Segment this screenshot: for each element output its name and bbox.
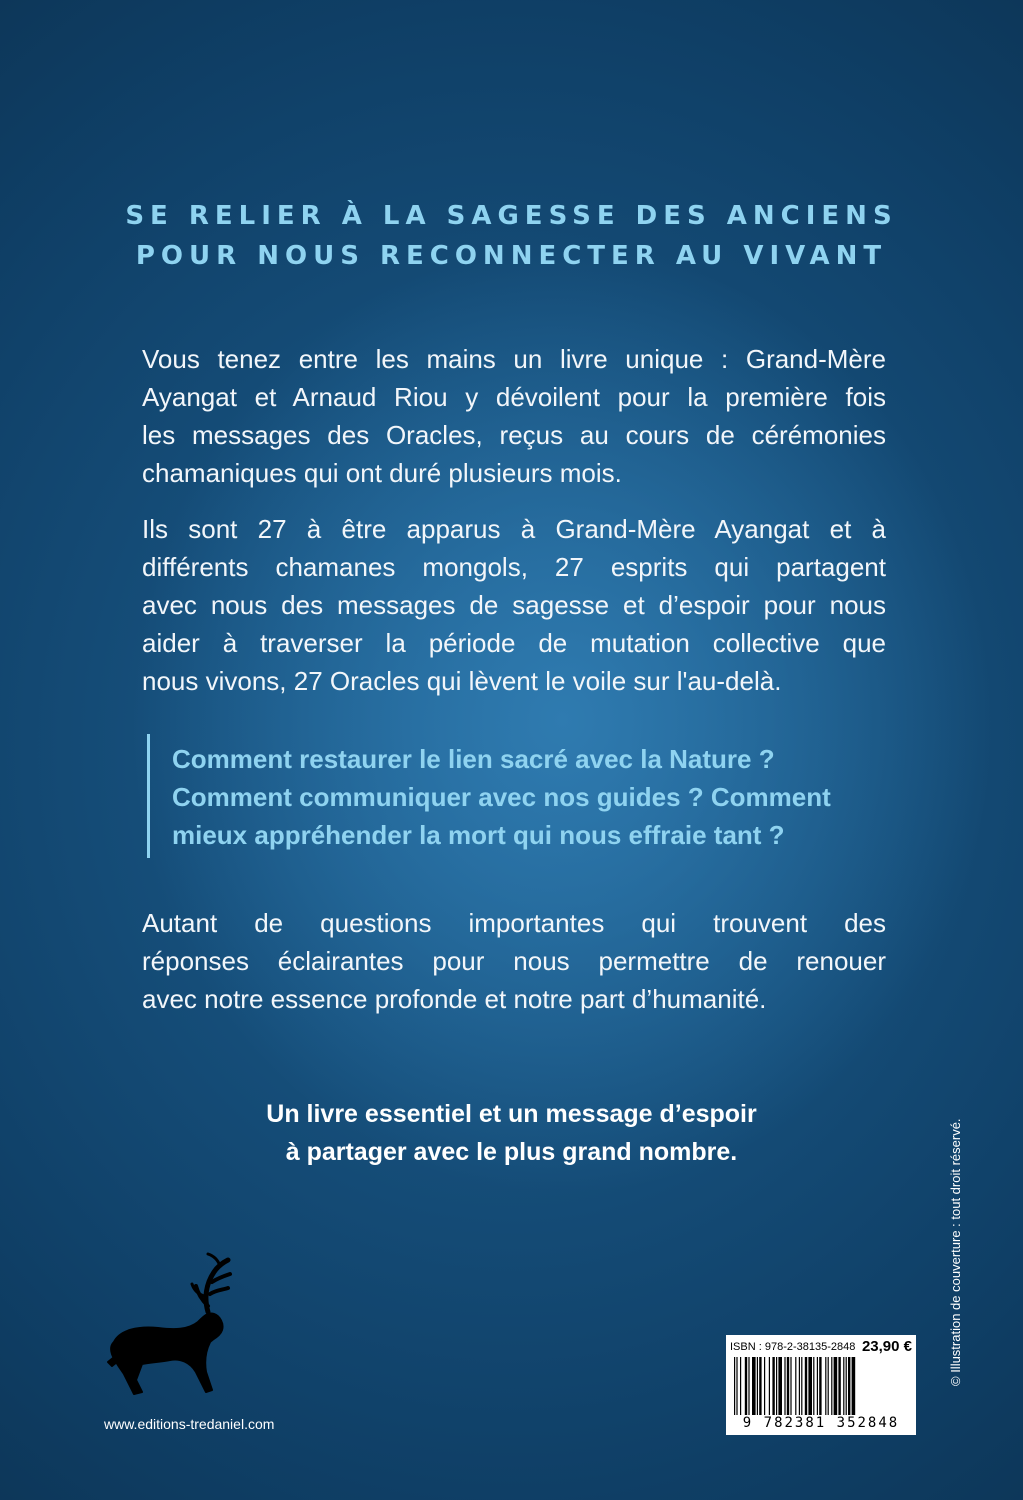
headline-line-1: SE RELIER À LA SAGESSE DES ANCIENS bbox=[125, 201, 898, 231]
intro-line: Vous tenez entre les mains un livre unique : Grand-Mère bbox=[142, 344, 886, 374]
barcode-bar bbox=[848, 1357, 850, 1415]
publisher-website: www.editions-tredaniel.com bbox=[104, 1416, 275, 1432]
barcode-bar bbox=[784, 1357, 785, 1415]
barcode-bar bbox=[799, 1357, 800, 1415]
barcode-bar bbox=[843, 1357, 844, 1415]
headline bbox=[0, 196, 1023, 276]
quote-line: Comment communiquer avec nos guides ? Comment bbox=[172, 782, 831, 812]
questions-quote bbox=[172, 740, 872, 854]
intro-line: les messages des Oracles, reçus au cours de cérémonies bbox=[142, 420, 886, 450]
barcode-bar bbox=[805, 1357, 807, 1415]
barcode-bar bbox=[801, 1357, 802, 1415]
barcode-bar bbox=[790, 1357, 791, 1415]
intro-line: Ayangat et Arnaud Riou y dévoilent pour la première fois bbox=[142, 382, 886, 412]
cover-credit-text: © Illustration de couverture : tout droit réservé. bbox=[948, 1118, 963, 1386]
answers-line: Autant de questions importantes qui trouvent des bbox=[142, 908, 886, 938]
barcode-bar bbox=[757, 1357, 758, 1415]
barcode-bar bbox=[748, 1357, 749, 1415]
barcode-bar bbox=[769, 1357, 770, 1415]
answers-line: réponses éclairantes pour nous permettre de renouer bbox=[142, 946, 886, 976]
barcode-bar bbox=[745, 1357, 747, 1415]
isbn-row bbox=[730, 1338, 914, 1356]
barcode-bar bbox=[852, 1357, 856, 1415]
headline-line-2: POUR NOUS RECONNECTER AU VIVANT bbox=[135, 241, 888, 271]
barcode-bar bbox=[813, 1357, 814, 1415]
intro-paragraph bbox=[142, 340, 886, 492]
barcode-bar bbox=[787, 1357, 789, 1415]
barcode-bar bbox=[817, 1357, 818, 1415]
barcode-box bbox=[726, 1335, 916, 1435]
closing-line: à partager avec le plus grand nombre. bbox=[285, 1138, 738, 1166]
barcode-bar bbox=[819, 1357, 821, 1415]
barcode-bar bbox=[752, 1357, 756, 1415]
barcode-bar bbox=[831, 1357, 832, 1415]
barcode-bar bbox=[778, 1357, 782, 1415]
barcode-bar bbox=[828, 1357, 829, 1415]
barcode-bar bbox=[772, 1357, 774, 1415]
barcode-number: 9 782381 352848 bbox=[742, 1415, 900, 1431]
answers-line: avec notre essence profonde et notre part d’humanité. bbox=[142, 984, 767, 1014]
barcode-bar bbox=[846, 1357, 847, 1415]
oracles-line: aider à traverser la période de mutation collective que bbox=[142, 628, 886, 658]
quote-line: mieux appréhender la mort qui nous effraie tant ? bbox=[172, 820, 785, 850]
closing-statement bbox=[0, 1095, 1023, 1171]
quote-bar bbox=[147, 734, 150, 858]
barcode-bar bbox=[795, 1357, 796, 1415]
barcode-bar bbox=[759, 1357, 761, 1415]
barcode-bar bbox=[825, 1357, 826, 1415]
closing-line: Un livre essentiel et un message d’espoir bbox=[266, 1100, 757, 1128]
answers-paragraph bbox=[142, 904, 886, 1018]
price-label: 23,90 € bbox=[861, 1338, 912, 1355]
oracles-line: avec nous des messages de sagesse et d’espoir pour nous bbox=[142, 590, 886, 620]
barcode-bar bbox=[736, 1357, 737, 1415]
barcode-bars bbox=[732, 1357, 910, 1415]
oracles-line: Ils sont 27 à être apparus à Grand-Mère Ayangat et à bbox=[142, 514, 886, 544]
barcode-bar bbox=[808, 1357, 812, 1415]
barcode-bar bbox=[740, 1357, 741, 1415]
intro-line: chamaniques qui ont duré plusieurs mois. bbox=[142, 458, 622, 488]
barcode-bar bbox=[734, 1357, 735, 1415]
barcode-bar bbox=[776, 1357, 777, 1415]
barcode-bar bbox=[838, 1357, 840, 1415]
barcode-bar bbox=[834, 1357, 838, 1415]
reindeer-logo-icon bbox=[100, 1250, 250, 1400]
barcode-bar bbox=[764, 1357, 765, 1415]
quote-line: Comment restaurer le lien sacré avec la Nature ? bbox=[172, 744, 775, 774]
oracles-line: différents chamanes mongols, 27 esprits qui partagent bbox=[142, 552, 886, 582]
oracles-paragraph bbox=[142, 510, 886, 700]
isbn-label: ISBN : 978-2-38135-2848 bbox=[730, 1341, 856, 1353]
oracles-line: nous vivons, 27 Oracles qui lèvent le voile sur l'au-delà. bbox=[142, 666, 782, 696]
